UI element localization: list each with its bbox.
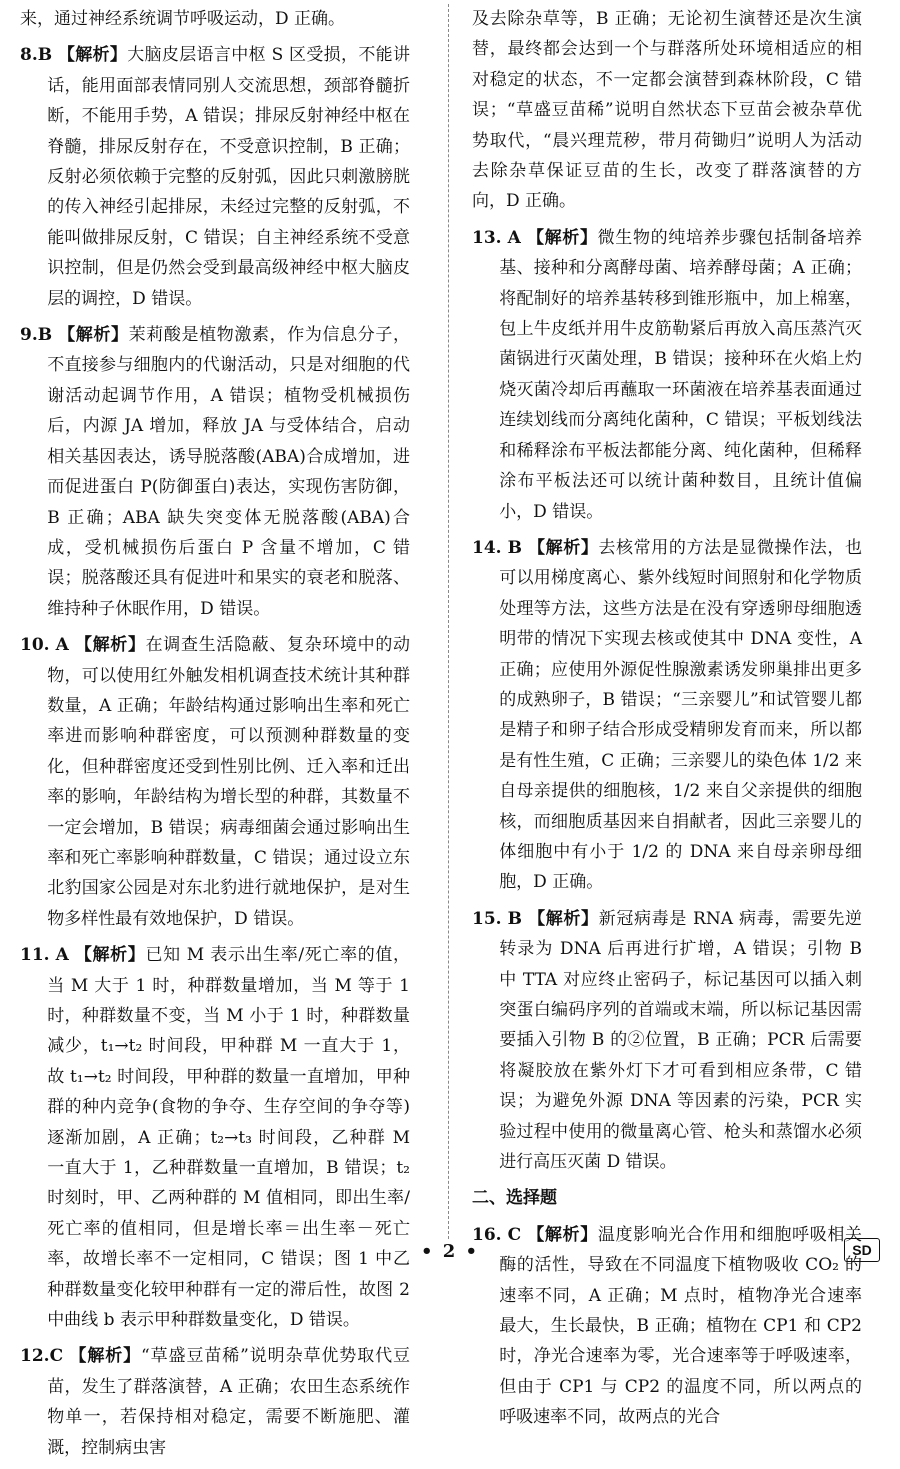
analysis-tag: 【解析】	[74, 635, 146, 656]
explanation-text: 茉莉酸是植物激素，作为信息分子，不直接参与细胞内的代谢活动，只是对细胞的代谢活动起调节作用，A 错误；植物受机械损伤后，内源 JA 增加，释放 JA 与受体结合，启动相关基因表达，诱导脱落酸(ABA)合成增加，进而促进蛋白 P(防御蛋白)表达，实现伤害防御，B 正确；ABA 缺失突变体无脱落酸(ABA)合成，受机械损伤后蛋白 P 含量不增加，C 错误；脱落酸还具有促进叶和果实的衰老和脱落、维持种子休眠作用，D 错误。	[47, 325, 411, 619]
question-number: 13.	[472, 227, 502, 248]
question-explanation-10	[20, 630, 410, 934]
analysis-tag: 【解析】	[526, 227, 598, 248]
question-number: 14.	[472, 537, 502, 558]
answer-letter: C	[507, 1224, 522, 1245]
question-number: 8.	[20, 45, 38, 66]
explanation-text: “草盛豆苗稀”说明杂草优势取代豆苗，发生了群落演替，A 正确；农田生态系统作物单一，若保持相对稳定，需要不断施肥、灌溉，控制病虫害	[47, 1346, 410, 1458]
question-number: 10.	[20, 635, 50, 656]
column-divider	[448, 4, 449, 1239]
explanation-text: 微生物的纯培养步骤包括制备培养基、接种和分离酵母菌、培养酵母菌；A 正确；将配制好的培养基转移到锥形瓶中，加上棉塞，包上牛皮纸并用牛皮筋勒紧后再放入高压蒸汽灭菌锅进行灭菌处理，B 错误；接种环在火焰上灼烧灭菌冷却后再蘸取一环菌液在培养基表面通过连续划线而分离纯化菌种，C 错误；平板划线法和稀释涂布平板法都能分离、纯化菌种，但稀释涂布平板法还可以统计菌种数目，且统计值偏小，D 错误。	[499, 227, 863, 522]
question-explanation-8	[20, 40, 410, 314]
continued-text-body: 及去除杂草等，B 正确；无论初生演替还是次生演替，最终都会达到一个与群落所处环境相适应的相对稳定的状态，不一定都会演替到森林阶段，C 错误；“草盛豆苗稀”说明自然状态下豆苗会被杂草优势取代，“晨兴理荒秽，带月荷锄归”说明人为活动去除杂草保证豆苗的生长，改变了群落演替的方向，D 正确。	[472, 9, 862, 212]
continued-text-body: 来，通过神经系统调节呼吸运动，D 正确。	[20, 9, 346, 29]
analysis-tag: 【解析】	[527, 1224, 598, 1245]
analysis-tag: 【解析】	[58, 325, 129, 346]
explanation-text: 大脑皮层语言中枢 S 区受损，不能讲话，能用面部表情同别人交流思想，颈部脊髓折断，不能用手势，A 错误；排尿反射神经中枢在脊髓，排尿反射存在，不受意识控制，B 正确；反射必须依赖于完整的反射弧，因此只刺激膀胱的传入神经引起排尿，未经过完整的反射弧，不能叫做排尿反射，C 错误；自主神经系统不受意识控制，但是仍然会受到最高级神经中枢大脑皮层的调控，D 错误。	[47, 45, 411, 309]
analysis-tag: 【解析】	[69, 1346, 142, 1367]
answer-letter: B	[37, 45, 53, 66]
question-number: 15.	[472, 908, 502, 929]
question-explanation-9	[20, 320, 410, 624]
explanation-text: 温度影响光合作用和细胞呼吸相关酶的活性，导致在不同温度下植物吸收 CO₂ 的速率不同，A 正确；M 点时，植物净光合速率最大，生长最快，B 正确；植物在 CP1 和 CP2 时，净光合速率为零，光合速率等于呼吸速率，但由于 CP1 与 CP2 的温度不同，所以两点的呼吸速率不同，故两点的光合	[499, 1224, 863, 1428]
question-number: 16.	[472, 1224, 502, 1245]
section-title: 二、选择题	[472, 1188, 557, 1209]
right-column	[472, 4, 862, 1439]
answer-letter: B	[37, 325, 53, 346]
analysis-tag: 【解析】	[74, 945, 146, 966]
question-number: 12.	[20, 1346, 50, 1367]
answer-letter: B	[507, 908, 523, 929]
answer-letter: C	[49, 1346, 64, 1367]
question-number: 11.	[20, 945, 50, 966]
question-explanation-11	[20, 940, 410, 1335]
analysis-tag: 【解析】	[527, 537, 599, 558]
answer-letter: A	[507, 227, 521, 248]
question-12-continued	[472, 4, 862, 217]
explanation-text: 新冠病毒是 RNA 病毒，需要先逆转录为 DNA 后再进行扩增，A 错误；引物 B 中 TTA 对应终止密码子，标记基因可以插入刺突蛋白编码序列的首端或末端，所以标记基因需要插入引物 B 的②位置，B 正确；PCR 后需要将凝胶放在紫外灯下才可看到相应条带，C 错误；为避免外源 DNA 等因素的污染，PCR 实验过程中使用的微量离心管、枪头和蒸馏水必须进行高压灭菌 D 错误。	[499, 908, 862, 1173]
answer-letter: A	[55, 945, 69, 966]
answer-letter: A	[55, 635, 69, 656]
question-explanation-15	[472, 904, 862, 1178]
edition-badge: SD	[844, 1238, 880, 1262]
question-explanation-14	[472, 533, 862, 898]
answer-letter: B	[507, 537, 522, 558]
continued-text	[20, 4, 410, 34]
explanation-text: 在调查生活隐蔽、复杂环境中的动物，可以使用红外触发相机调查技术统计其种群数量，A 正确；年龄结构通过影响出生率和死亡率进而影响种群密度，可以预测种群数量的变化，但种群密度还受到性别比例、迁入率和迁出率的影响，年龄结构为增长型的种群，其数量不一定会增加，B 错误；病毒细菌会通过影响出生率和死亡率影响种群数量，C 错误；通过设立东北豹国家公园是对东北豹进行就地保护，是对生物多样性最有效地保护，D 错误。	[47, 635, 411, 929]
page-number: • 2 •	[420, 1241, 480, 1262]
question-explanation-13	[472, 223, 862, 527]
explanation-text: 去核常用的方法是显微操作法，也可以用梯度离心、紫外线短时间照射和化学物质处理等方法，这些方法是在没有穿透卵母细胞透明带的情况下实现去核或使其中 DNA 变性，A 正确；应使用外源促性腺激素诱发卵巢排出更多的成熟卵子，B 错误；“三亲婴儿”和试管婴儿都是精子和卵子结合形成受精卵发育而来，所以都是有性生殖，C 正确；三亲婴儿的染色体 1/2 来自母亲提供的细胞核，1/2 来自父亲提供的细胞核，而细胞质基因来自捐献者，因此三亲婴儿的体细胞中有小于 1/2 的 DNA 来自母亲卵母细胞，D 正确。	[499, 537, 863, 893]
analysis-tag: 【解析】	[528, 908, 599, 929]
question-explanation-12	[20, 1341, 410, 1463]
analysis-tag: 【解析】	[57, 45, 128, 66]
explanation-text: 已知 M 表示出生率/死亡率的值，当 M 大于 1 时，种群数量增加，当 M 等于 1 时，种群数量不变，当 M 小于 1 时，种群数量减少，t₁→t₂ 时间段，甲种群 M 一直大于 1，故 t₁→t₂ 时间段，甲种群的数量一直增加，甲种群的种内竞争(食物的争夺、生存空间的争夺等)逐渐加剧，A 正确；t₂→t₃ 时间段，乙种群 M 一直大于 1，乙种群数量一直增加，B 错误；t₂ 时刻时，甲、乙两种群的 M 值相同，即出生率/死亡率的值相同，但是增长率＝出生率－死亡率，故增长率不一定相同，C 错误；图 1 中乙种群数量变化较甲种群有一定的滞后性，故图 2 中曲线 b 表示甲种群数量变化，D 错误。	[47, 945, 410, 1331]
question-number: 9.	[20, 325, 38, 346]
